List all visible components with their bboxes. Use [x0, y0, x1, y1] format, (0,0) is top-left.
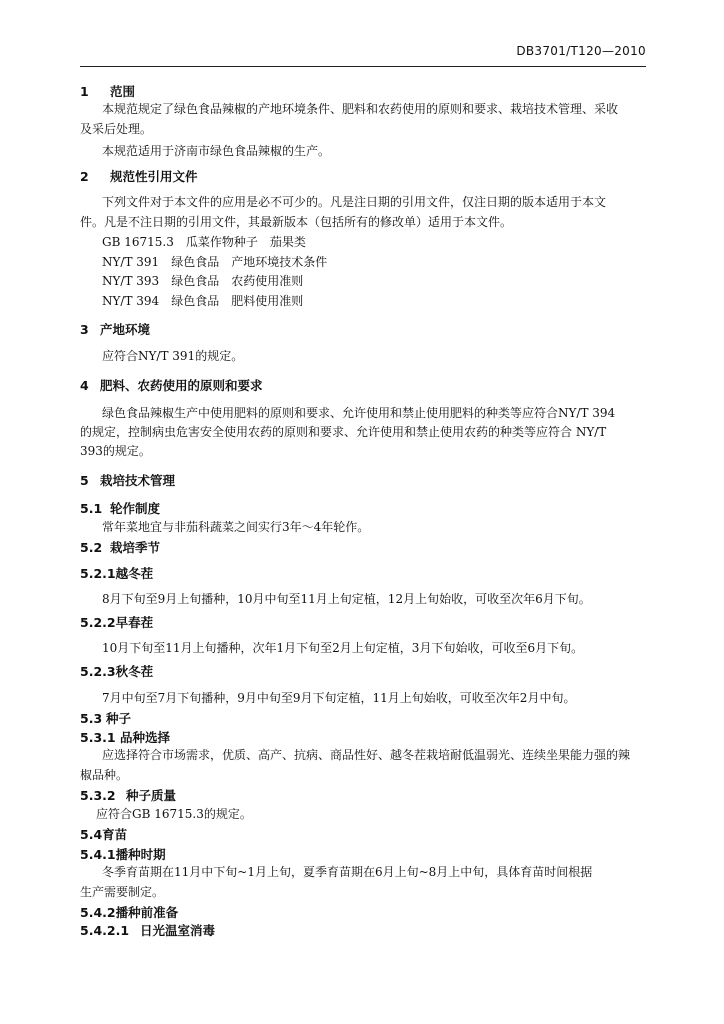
document-code: DB3701/T120—2010	[516, 44, 646, 58]
section-2-heading	[80, 167, 198, 185]
subsection-5-4-2-1-heading	[80, 921, 215, 939]
subsection-5-2-3-heading	[80, 662, 153, 680]
section-title: 种子	[106, 711, 132, 726]
paragraph: 应符合GB 16715.3的规定。	[96, 807, 252, 821]
subsection-5-4-1-heading	[80, 845, 166, 863]
reference-item: GB 16715.3 瓜菜作物种子 茄果类	[102, 235, 306, 249]
section-title: 栽培季节	[110, 540, 161, 555]
paragraph: 8月下旬至9月上旬播种，10月中旬至11月上旬定植，12月上旬始收，可收至次年6月下旬。	[102, 592, 591, 606]
subsection-5-2-heading	[80, 538, 160, 556]
reference-item: NY/T 391 绿色食品 产地环境技术条件	[102, 255, 328, 269]
subsection-5-3-2-heading	[80, 786, 176, 804]
section-number: 5.2	[80, 540, 103, 555]
paragraph: 10月下旬至11月上旬播种，次年1月下旬至2月上旬定植，3月下旬始收，可收至6月下旬。	[102, 641, 584, 655]
section-number: 5.2.1	[80, 566, 116, 581]
section-title: 秋冬茬	[115, 664, 154, 679]
section-title: 轮作制度	[110, 501, 161, 516]
section-1-heading	[80, 82, 135, 100]
section-title: 日光温室消毒	[140, 923, 216, 938]
section-number: 5.2.3	[80, 664, 116, 679]
reference-item: NY/T 394 绿色食品 肥料使用准则	[102, 294, 304, 308]
section-3-heading	[80, 320, 150, 338]
subsection-5-3-heading	[80, 709, 131, 727]
subsection-5-2-2-heading	[80, 613, 153, 631]
section-number: 5.4.2.1	[80, 923, 130, 938]
paragraph: 常年菜地宜与非茄科蔬菜之间实行3年～4年轮作。	[102, 520, 370, 534]
paragraph: 下列文件对于本文件的应用是必不可少的。凡是注日期的引用文件，仅注日期的版本适用于本文	[102, 195, 607, 209]
paragraph: 生产需要制定。	[80, 885, 165, 899]
section-title: 栽培技术管理	[100, 473, 176, 488]
section-number: 5	[80, 473, 89, 488]
paragraph: 应选择符合市场需求，优质、高产、抗病、商品性好、越冬茬栽培耐低温弱光、连续坐果能力强的辣	[102, 748, 631, 762]
section-number: 5.2.2	[80, 615, 116, 630]
section-number: 4	[80, 378, 89, 393]
section-title: 越冬茬	[115, 566, 154, 581]
paragraph: 本规范适用于济南市绿色食品辣椒的生产。	[102, 144, 331, 158]
section-number: 5.1	[80, 501, 103, 516]
section-title: 播种前准备	[115, 905, 179, 920]
paragraph: 椒品种。	[80, 768, 129, 782]
paragraph: 绿色食品辣椒生产中使用肥料的原则和要求、允许使用和禁止使用肥料的种类等应符合NY/T 394	[102, 406, 616, 420]
section-number: 5.3.1	[80, 730, 116, 745]
reference-item: NY/T 393 绿色食品 农药使用准则	[102, 274, 304, 288]
section-number: 5.4.2	[80, 905, 116, 920]
section-title: 范围	[110, 84, 136, 99]
section-number: 5.3	[80, 711, 103, 726]
paragraph: 的规定，控制病虫危害安全使用农药的原则和要求、允许使用和禁止使用农药的种类等应符合 NY/T	[80, 425, 607, 439]
section-number: 3	[80, 322, 89, 337]
paragraph: 冬季育苗期在11月中下旬~1月上旬，夏季育苗期在6月上旬~8月上中旬，具体育苗时间根据	[102, 865, 593, 879]
header-rule	[80, 66, 646, 67]
paragraph: 应符合NY/T 391的规定。	[102, 349, 244, 363]
subsection-5-1-heading	[80, 499, 160, 517]
section-title: 规范性引用文件	[110, 169, 198, 184]
paragraph: 7月中旬至7月下旬播种，9月中旬至9月下旬定植，11月上旬始收，可收至次年2月中旬。	[102, 691, 576, 705]
subsection-5-4-heading	[80, 825, 127, 843]
section-number: 5.4	[80, 827, 103, 842]
subsection-5-4-2-heading	[80, 903, 178, 921]
section-5-heading	[80, 471, 175, 489]
section-number: 2	[80, 169, 89, 184]
section-number: 5.3.2	[80, 788, 116, 803]
section-title: 早春茬	[115, 615, 154, 630]
section-number: 1	[80, 84, 89, 99]
section-title: 育苗	[102, 827, 128, 842]
subsection-5-2-1-heading	[80, 564, 153, 582]
section-title: 种子质量	[126, 788, 177, 803]
paragraph: 及采后处理。	[80, 122, 153, 136]
paragraph: 本规范规定了绿色食品辣椒的产地环境条件、肥料和农药使用的原则和要求、栽培技术管理、采收	[102, 102, 619, 116]
paragraph: 件。凡是不注日期的引用文件，其最新版本（包括所有的修改单）适用于本文件。	[80, 215, 513, 229]
subsection-5-3-1-heading	[80, 728, 170, 746]
section-title: 产地环境	[100, 322, 151, 337]
section-title: 肥料、农药使用的原则和要求	[100, 378, 263, 393]
section-title: 播种时期	[115, 847, 166, 862]
section-number: 5.4.1	[80, 847, 116, 862]
section-4-heading	[80, 376, 263, 394]
section-title: 品种选择	[120, 730, 171, 745]
paragraph: 393的规定。	[80, 444, 151, 458]
